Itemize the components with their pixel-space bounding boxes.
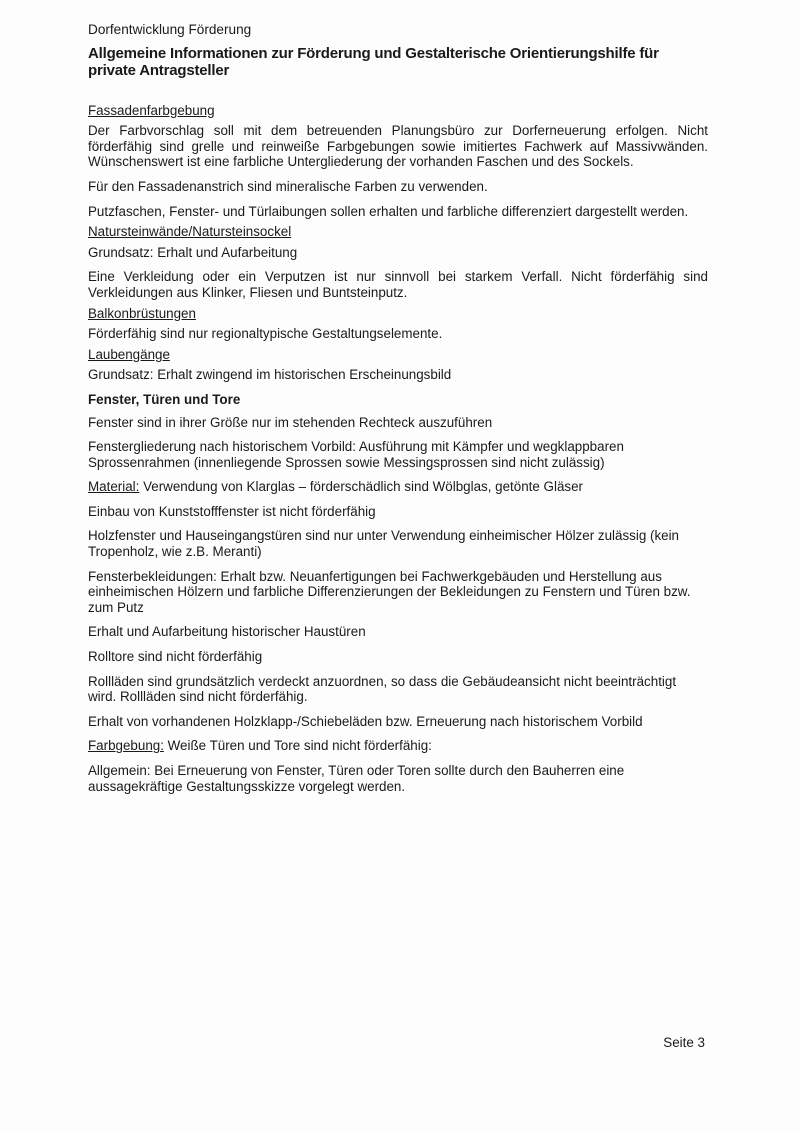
paragraph: Eine Verkleidung oder ein Verputzen ist nur sinnvoll bei starkem Verfall. Nicht förderfähig sind Verkleidungen aus Klinker, Fliesen und Buntsteinputz.	[88, 269, 708, 300]
material-label: Material:	[88, 479, 140, 495]
page-number: Seite 3	[663, 1035, 705, 1050]
paragraph: Fenstergliederung nach historischem Vorbild: Ausführung mit Kämpfer und wegklappbaren Sprossenrahmen (innenliegende Sprossen sowie Messingsprossen sind nicht zulässig)	[88, 439, 624, 470]
paragraph: Holzfenster und Hauseingangstüren sind nur unter Verwendung einheimischer Hölzer zulässig (kein Tropenholz, wie z.B. Meranti)	[88, 528, 680, 560]
section-heading-fenster-tueren-tore: Fenster, Türen und Tore	[88, 391, 241, 407]
document-title: Allgemeine Informationen zur Förderung und Gestalterische Orientierungshilfe für private Antragsteller	[88, 44, 659, 80]
paragraph: Erhalt und Aufarbeitung historischer Haustüren	[88, 624, 366, 640]
material-text: Verwendung von Klarglas – förderschädlich sind Wölbglas, getönte Gläser	[139, 479, 583, 495]
paragraph: Der Farbvorschlag soll mit dem betreuenden Planungsbüro zur Dorferneuerung erfolgen. Nicht förderfähig sind grelle und reinweiße Farbgebungen sowie imitiertes Fachwerk auf Massivwänden. Wünschenswert ist eine farbliche Untergliederung der vorhanden Faschen und des Sockels.	[88, 123, 708, 170]
farbgebung-text: Weiße Türen und Tore sind nicht förderfähig:	[163, 738, 432, 754]
paragraph-material	[88, 479, 708, 495]
section-heading-fassadenfarbgebung: Fassadenfarbgebung	[88, 102, 215, 118]
paragraph: Fensterbekleidungen: Erhalt bzw. Neuanfertigungen bei Fachwerkgebäuden und Herstellung aus einheimischen Hölzern und farbliche Differenzierungen der Bekleidungen zu Fenstern und Türen bzw. zum Putz	[88, 568, 691, 615]
paragraph: Grundsatz: Erhalt zwingend im historischen Erscheinungsbild	[88, 367, 452, 383]
paragraph: Putzfaschen, Fenster- und Türlaibungen sollen erhalten und farbliche differenziert dargestellt werden.	[88, 203, 689, 219]
paragraph-farbgebung	[88, 738, 708, 754]
paragraph: Für den Fassadenanstrich sind mineralische Farben zu verwenden.	[88, 178, 488, 194]
page-content	[88, 22, 708, 803]
section-heading-natursteinwaende: Natursteinwände/Natursteinsockel	[88, 224, 292, 240]
farbgebung-label: Farbgebung:	[88, 738, 164, 754]
paragraph: Rollläden sind grundsätzlich verdeckt anzuordnen, so dass die Gebäudeansicht nicht beeinträchtigt wird. Rollläden sind nicht förderfähig.	[88, 673, 677, 705]
paragraph: Fenster sind in ihrer Größe nur im stehenden Rechteck auszuführen	[88, 414, 493, 430]
paragraph: Einbau von Kunststofffenster ist nicht förderfähig	[88, 503, 376, 519]
paragraph: Erhalt von vorhandenen Holzklapp-/Schiebeläden bzw. Erneuerung nach historischem Vorbild	[88, 713, 643, 729]
section-heading-laubengaenge: Laubengänge	[88, 346, 170, 362]
document-header: Dorfentwicklung Förderung	[88, 22, 252, 37]
section-heading-balkonbruestungen: Balkonbrüstungen	[88, 305, 196, 321]
paragraph: Förderfähig sind nur regionaltypische Gestaltungselemente.	[88, 326, 443, 342]
paragraph: Rolltore sind nicht förderfähig	[88, 649, 263, 665]
paragraph: Allgemein: Bei Erneuerung von Fenster, Türen oder Toren sollte durch den Bauherren eine aussagekräftige Gestaltungsskizze vorgelegt werden.	[88, 763, 625, 794]
paragraph: Grundsatz: Erhalt und Aufarbeitung	[88, 244, 298, 260]
